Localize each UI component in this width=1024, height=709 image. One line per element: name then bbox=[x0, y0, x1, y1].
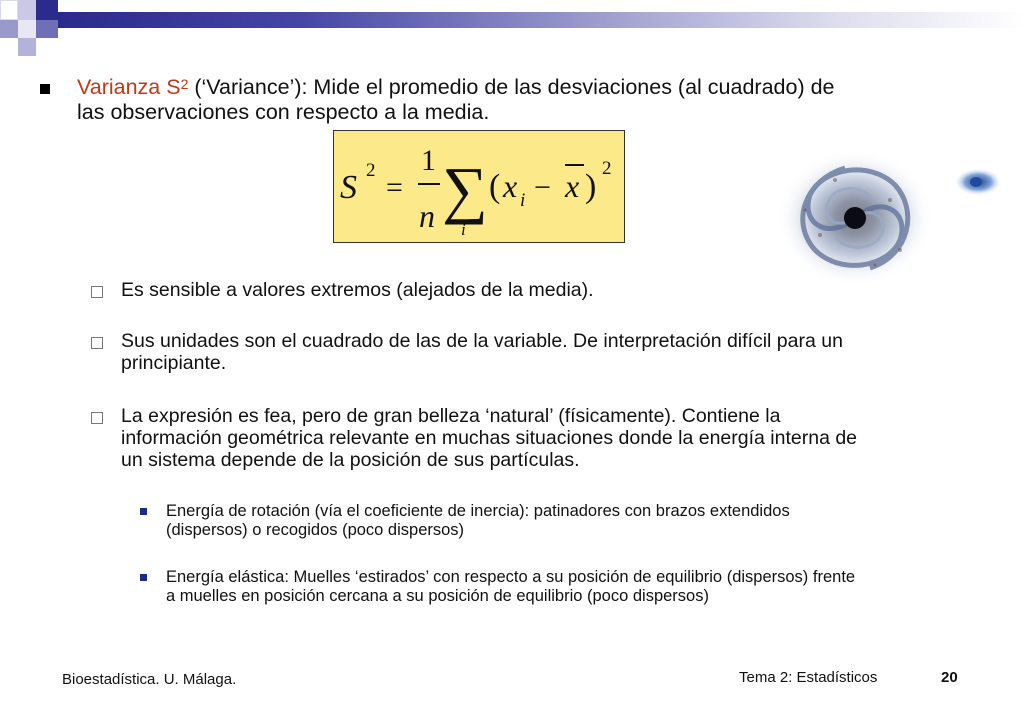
hollow-square-bullet-icon bbox=[91, 412, 103, 424]
variance-description-line2: las observaciones con respecto a la media. bbox=[77, 100, 490, 124]
header-square bbox=[36, 0, 58, 20]
sub-bullet-extremes bbox=[121, 279, 594, 301]
variance-term: Varianza $S^2$ bbox=[77, 75, 189, 99]
formula-equals: = bbox=[386, 171, 403, 204]
header-square bbox=[18, 20, 36, 38]
sub-bullet-line: un sistema depende de la posición de sus partículas. bbox=[121, 449, 580, 471]
small-bullet-line: Energía elástica: Muelles ‘estirados’ con respecto a su posición de equilibrio (dispersos) frente bbox=[166, 568, 856, 586]
small-bullet-rotation bbox=[166, 502, 1006, 540]
formula-lhs: S bbox=[340, 169, 357, 206]
small-bullet-line: (dispersos) o recogidos (poco dispersos) bbox=[166, 521, 465, 539]
formula-numerator: 1 bbox=[421, 144, 436, 177]
formula-lhs-exponent: 2 bbox=[366, 160, 376, 181]
sub-bullet-line: La expresión es fea, pero de gran belleza ‘natural’ (físicamente). Contiene la bbox=[121, 405, 781, 427]
header-gradient-bar bbox=[58, 12, 1024, 28]
header-square bbox=[36, 20, 58, 38]
sub-bullet-line: Es sensible a valores extremos (alejados de la media). bbox=[121, 279, 594, 301]
open-paren: ( bbox=[489, 168, 501, 205]
formula-minus: − bbox=[534, 171, 551, 204]
formula-x: x bbox=[503, 168, 518, 204]
small-bullet-elastic bbox=[166, 568, 1006, 606]
sub-bullet-units bbox=[121, 330, 843, 374]
header-square bbox=[36, 38, 58, 48]
sum-symbol: ∑ bbox=[442, 154, 488, 225]
header-square bbox=[18, 38, 36, 56]
sub-bullet-line: Sus unidades son el cuadrado de las de la variable. De interpretación difícil para un bbox=[121, 330, 843, 352]
close-paren: ) bbox=[585, 168, 597, 205]
footer-topic: Tema 2: Estadísticos bbox=[739, 669, 878, 686]
square-bullet-icon bbox=[40, 84, 50, 94]
variance-description: (‘Variance’): Mide el promedio de las desviaciones (al cuadrado) de bbox=[188, 75, 835, 99]
hollow-square-bullet-icon bbox=[91, 286, 103, 298]
small-square-bullet-icon bbox=[140, 508, 147, 515]
sub-bullet-line: información geométrica relevante en muchas situaciones donde la energía interna de bbox=[121, 427, 858, 449]
variance-formula-svg bbox=[334, 131, 626, 244]
page-number: 20 bbox=[941, 669, 958, 686]
footer-course: Bioestadística. U. Málaga. bbox=[62, 671, 237, 688]
small-square-bullet-icon bbox=[140, 574, 147, 581]
small-bullet-line: a muelles en posición cercana a su posición de equilibrio (poco dispersos) bbox=[166, 587, 709, 605]
formula-exponent: 2 bbox=[602, 158, 612, 179]
variance-definition bbox=[77, 75, 977, 125]
formula-xbar: x bbox=[565, 168, 580, 204]
sum-index: i bbox=[461, 220, 466, 239]
header-square bbox=[18, 0, 36, 20]
sub-bullet-line: principiante. bbox=[121, 352, 227, 374]
header-square bbox=[0, 0, 18, 20]
formula-denominator: n bbox=[419, 198, 435, 234]
small-bullet-line: Energía de rotación (vía el coeficiente de inercia): patinadores con brazos extendidos bbox=[166, 502, 790, 520]
hollow-square-bullet-icon bbox=[91, 337, 103, 349]
spiral-galaxy-image bbox=[760, 140, 1020, 300]
variance-formula bbox=[333, 130, 625, 243]
sub-bullet-beauty bbox=[121, 405, 857, 471]
header-square bbox=[0, 20, 18, 38]
formula-x-subscript: i bbox=[520, 190, 526, 211]
